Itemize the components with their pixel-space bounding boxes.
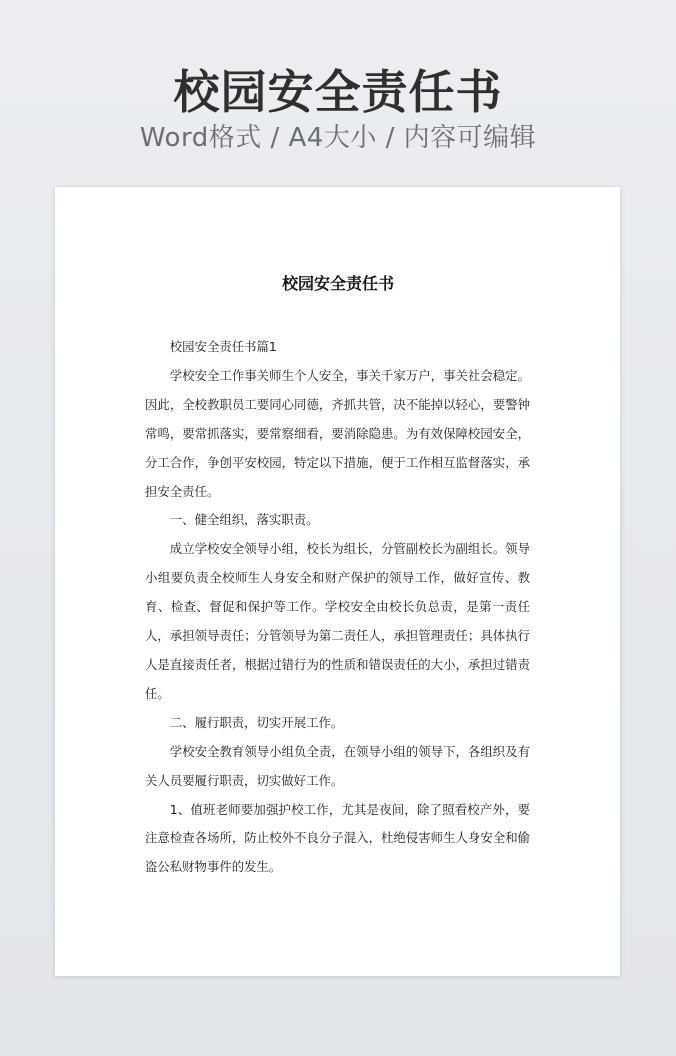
document-paragraph: 一、健全组织，落实职责。 (169, 512, 319, 528)
document-paragraph: 学校安全教育领导小组负全责，在领导小组的领导下，各组织及有关人员要履行职责，切实做好工作。 (145, 743, 530, 788)
document-paragraph: 学校安全工作事关师生个人安全，事关千家万户，事关社会稳定。因此，全校教职员工要同心同德，齐抓共管，决不能掉以轻心，要警钟常鸣，要常抓落实，要常察细看，要消除隐患。为有效保障校园安全，分工合作，争创平安校园，特定以下措施，便于工作相互监督落实，承担安全责任。 (145, 367, 530, 499)
banner (0, 0, 676, 180)
banner-title: 校园安全责任书 (173, 65, 503, 119)
document-paragraph: 二、履行职责，切实开展工作。 (169, 714, 344, 730)
banner-subtitle: Word格式 / A4大小 / 内容可编辑 (139, 123, 537, 153)
document-paragraph: 成立学校安全领导小组，校长为组长，分管副校长为副组长。领导小组要负责全校师生人身安全和财产保护的领导工作，做好宣传、教育、检查、督促和保护等工作。学校安全由校长负总责，是第一责任人，承担领导责任；分管领导为第二责任人，承担管理责任；具体执行人是直接责任者，根据过错行为的性质和错误责任的大小，承担过错责任。 (145, 541, 530, 701)
document-paragraph: 校园安全责任书篇1 (169, 339, 277, 354)
document-body (145, 333, 530, 882)
document-paragraph: 1、值班老师要加强护校工作，尤其是夜间，除了照看校产外，要注意检查各场所，防止校外不良分子混入，杜绝侵害师生人身安全和偷盗公私财物事件的发生。 (145, 801, 530, 875)
document-title: 校园安全责任书 (281, 274, 394, 293)
